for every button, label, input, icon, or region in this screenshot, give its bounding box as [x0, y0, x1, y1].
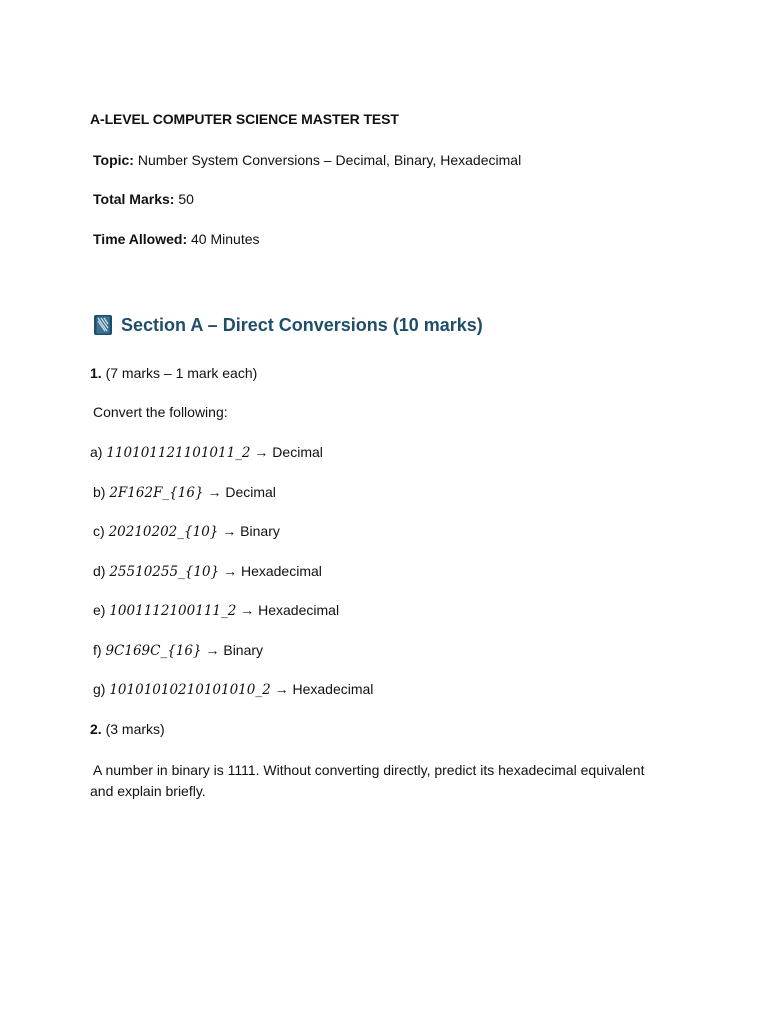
question-1e	[93, 601, 339, 620]
item-value: 10101010210101010_2	[109, 682, 271, 698]
item-target: → Hexadecimal	[274, 681, 374, 697]
question-2-number: 2.	[90, 721, 102, 737]
item-letter: e)	[93, 602, 106, 618]
topic-value: Number System Conversions – Decimal, Binary, Hexadecimal	[137, 152, 522, 168]
time-allowed-value: 40 Minutes	[191, 231, 260, 247]
item-value: 9C169C_{16}	[105, 643, 202, 659]
item-target: → Decimal	[254, 444, 323, 460]
question-1a	[90, 443, 323, 462]
document-title: A-LEVEL COMPUTER SCIENCE MASTER TEST	[90, 111, 399, 127]
item-target: → Decimal	[207, 484, 276, 500]
item-letter: d)	[93, 563, 106, 579]
item-letter: g)	[93, 681, 106, 697]
question-1b	[93, 483, 276, 502]
item-letter: c)	[93, 523, 105, 539]
question-2-text-line1: A number in binary is 1111. Without converting directly, predict its hexadecimal equivalent	[93, 762, 645, 778]
question-1g	[93, 680, 373, 699]
question-1f	[93, 641, 263, 660]
question-1d	[93, 562, 322, 581]
total-marks-line	[93, 190, 194, 208]
question-2-text	[90, 760, 690, 802]
item-letter: a)	[90, 444, 103, 460]
item-letter: b)	[93, 484, 106, 500]
question-1-marks: (7 marks – 1 mark each)	[105, 365, 258, 381]
item-target: → Hexadecimal	[240, 602, 340, 618]
item-target: → Hexadecimal	[223, 563, 322, 579]
time-allowed-label: Time Allowed:	[93, 231, 188, 247]
question-2-header	[90, 720, 165, 738]
question-1-instruction: Convert the following:	[93, 404, 228, 420]
question-1-number: 1.	[90, 365, 102, 381]
item-value: 20210202_{10}	[108, 524, 219, 540]
item-value: 2F162F_{16}	[109, 485, 204, 501]
item-value: 110101121101011_2	[106, 445, 251, 461]
topic-line	[93, 151, 521, 169]
topic-label: Topic:	[93, 152, 134, 168]
section-a-heading	[93, 313, 483, 337]
question-2-text-line2: and explain briefly.	[90, 783, 206, 799]
book-icon	[93, 314, 113, 336]
total-marks-value: 50	[178, 191, 194, 207]
question-1c	[93, 522, 280, 541]
item-target: → Binary	[205, 642, 264, 658]
item-value: 1001112100111_2	[109, 603, 237, 619]
item-letter: f)	[93, 642, 102, 658]
item-value: 25510255_{10}	[109, 564, 220, 580]
question-1-header	[90, 364, 257, 382]
time-allowed-line	[93, 230, 260, 248]
section-a-title: Section A – Direct Conversions (10 marks)	[121, 315, 483, 335]
item-target: → Binary	[222, 523, 280, 539]
total-marks-label: Total Marks:	[93, 191, 175, 207]
question-2-marks: (3 marks)	[105, 721, 165, 737]
